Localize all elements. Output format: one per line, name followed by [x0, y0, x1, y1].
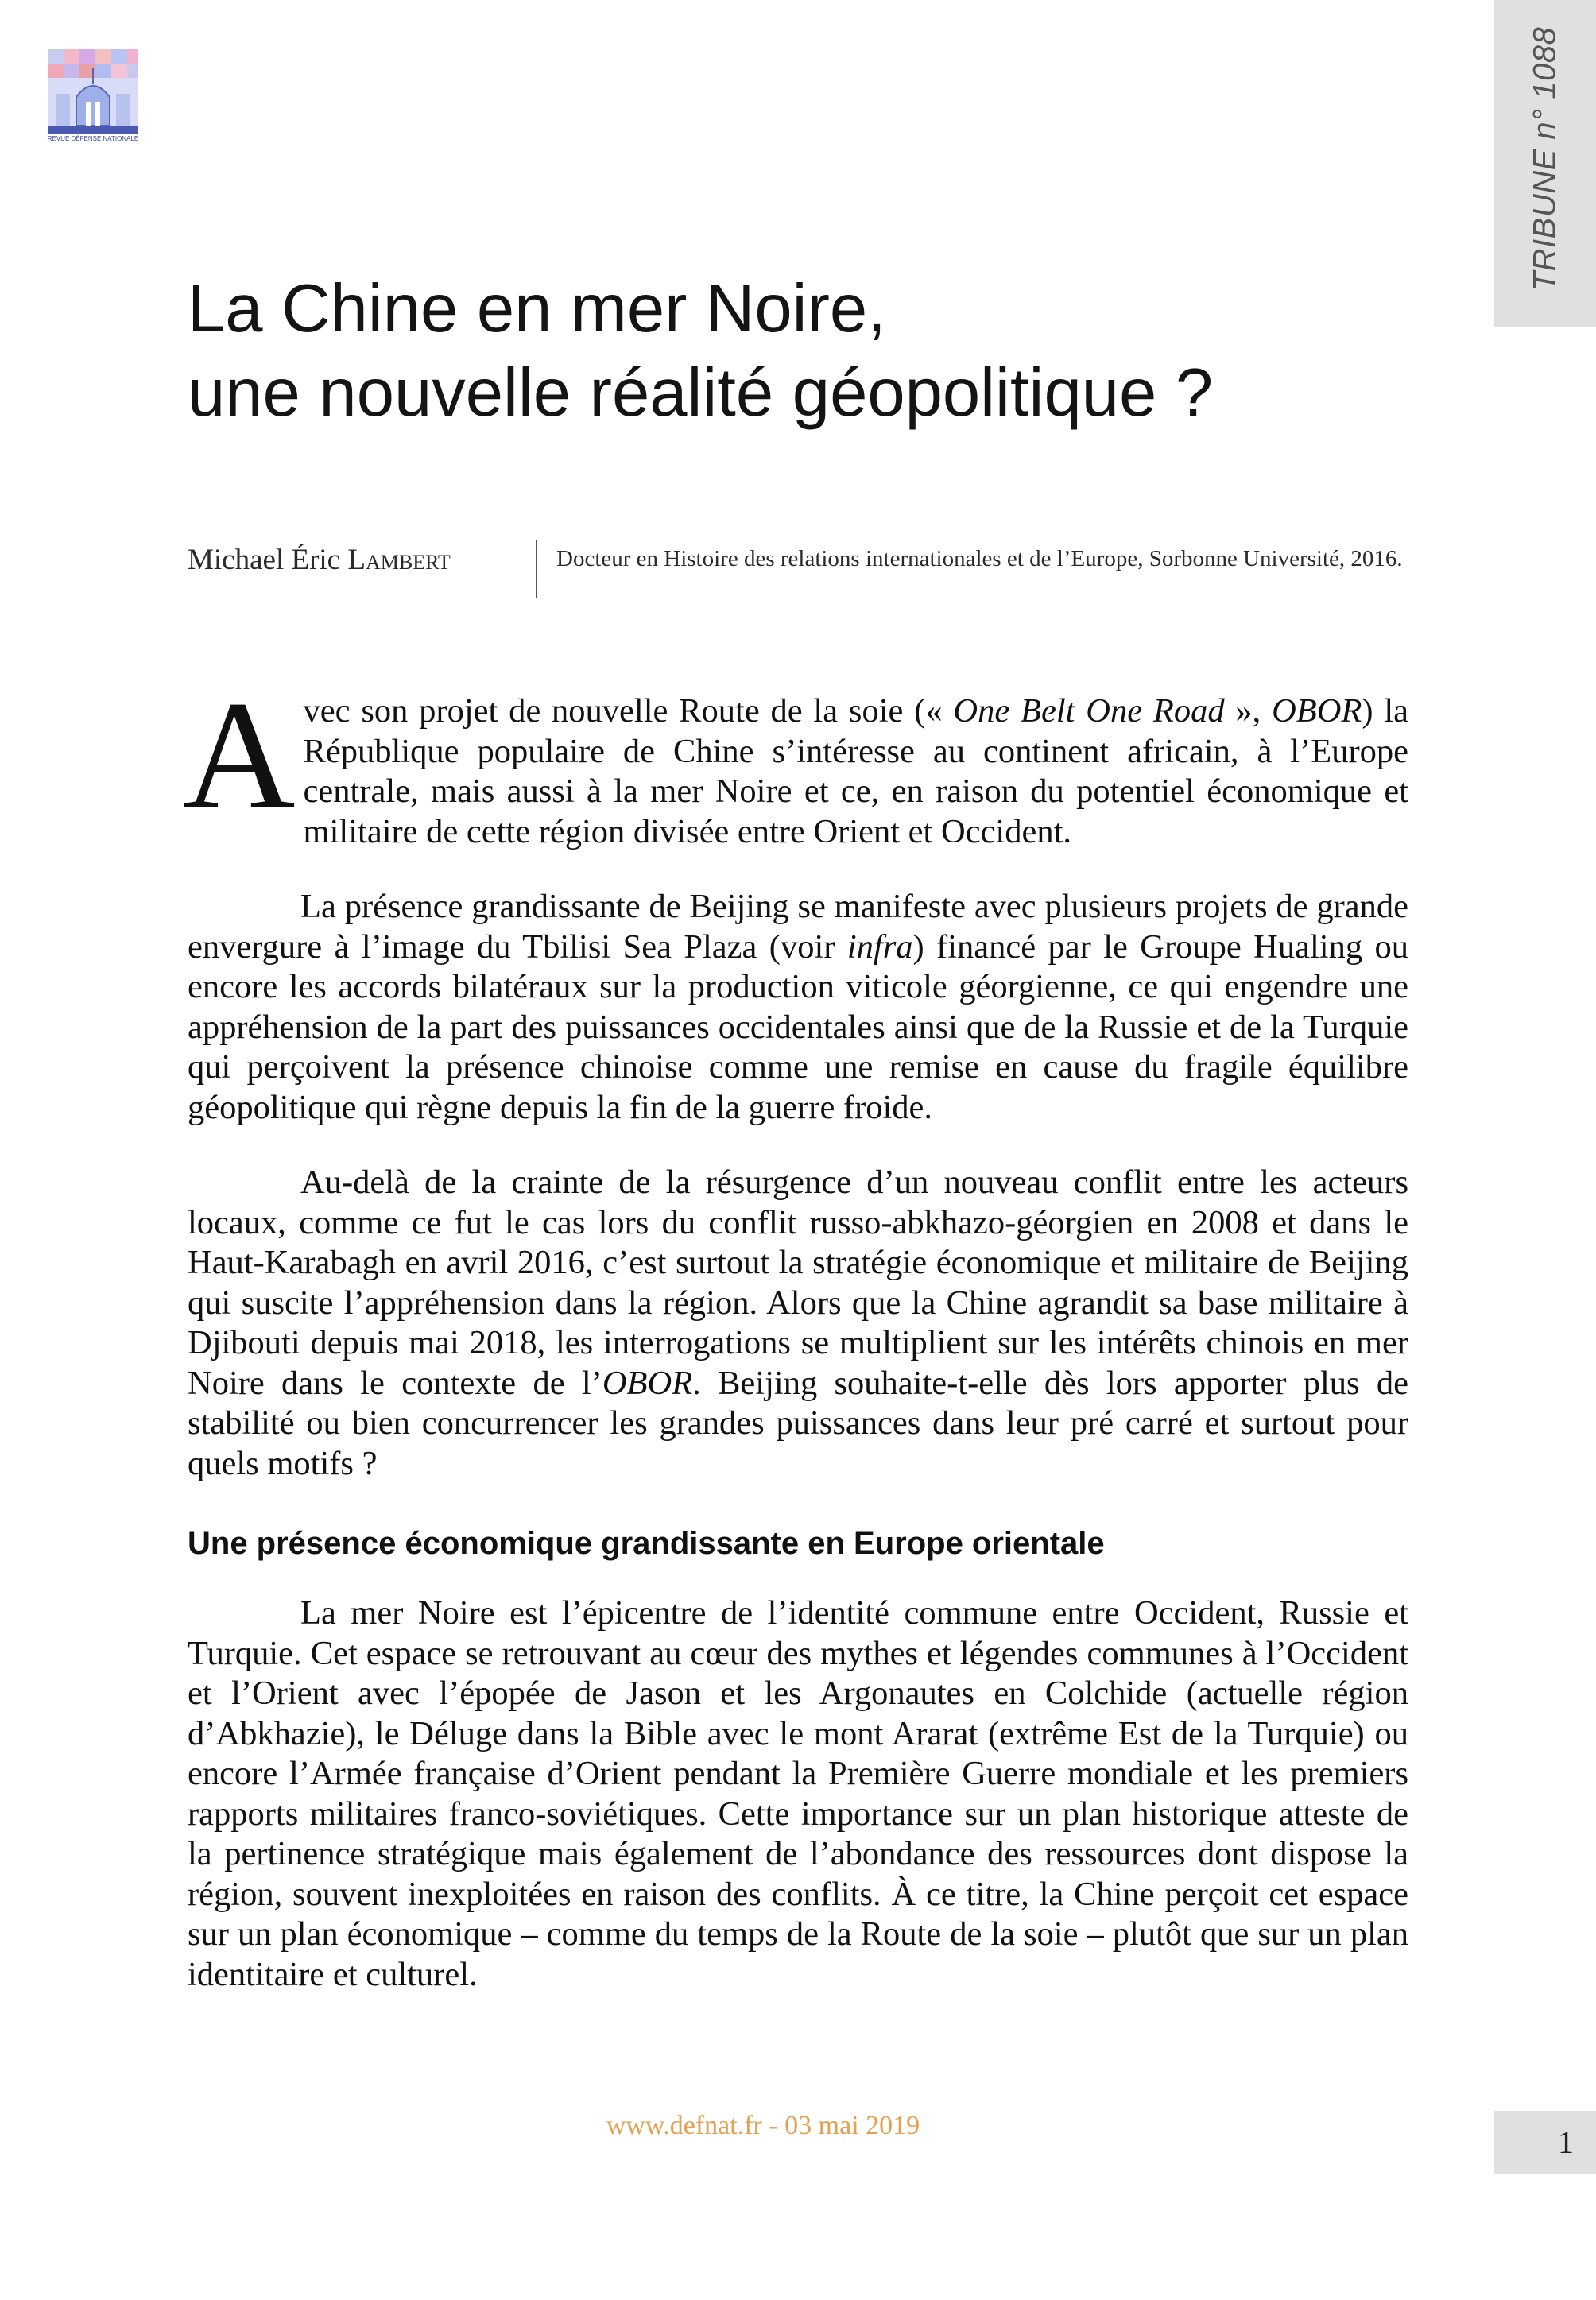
paragraph-1: [183, 669, 1409, 852]
section-heading: Une présence économique grandissante en Europe orientale: [188, 1526, 1105, 1561]
author-last-name: Lambert: [347, 544, 451, 576]
p1-text-2: »,: [1224, 692, 1273, 730]
paragraph-3: [188, 1163, 1408, 1484]
author-description: Docteur en Histoire des relations internationales et de l’Europe, Sorbonne Université, 2016.: [556, 546, 1403, 571]
page-number-tab: [1494, 2111, 1596, 2174]
p1-italic-2: OBOR: [1272, 692, 1362, 730]
p2-text-2: ) financé par le Groupe Hualing ou encore les accords bilatéraux sur la production viticole géorgienne, ce qui engendre une appréhension de la part des puissances occidentales ainsi que de la Russie et de la Turquie qui perçoivent la présence chinoise comme une remise en cause du fragile équilibre géopolitique qui règne depuis la fin de la guerre froide.: [188, 927, 1408, 1126]
footer-url-date: www.defnat.fr - 03 mai 2019: [606, 2111, 920, 2140]
author-first-name: Michael Éric: [188, 544, 341, 576]
p2-text-1: La présence grandissante de Beijing se manifeste avec plusieurs projets de grande envergure à l’image du Tbilisi Sea Plaza (voir: [188, 888, 1408, 966]
p3-text-1: Au-delà de la crainte de la résurgence d’un nouveau conflit entre les acteurs locaux, comme ce fut le cas lors du conflit russo-abkhazo-géorgien en 2008 et dans le Haut-Karabagh en avril 2016, c’est surtout la stratégie économique et militaire de Beijing qui suscite l’appréhension dans la région. Alors que la Chine agrandit sa base militaire à Djibouti depuis mai 2018, les interrogations se multiplient sur les intérêts chinois en mer Noire dans le contexte de l’: [188, 1164, 1408, 1402]
logo-caption: REVUE DÉFENSE NATIONALE: [47, 135, 139, 142]
p1-text-1: vec son projet de nouvelle Route de la soie («: [303, 692, 954, 730]
p1-text-3: ) la République populaire de Chine s’intéresse au continent africain, à l’Europe centrale, mais aussi à la mer Noire et ce, en raison du potentiel économique et militaire de cette région divisée entre Orient et Occident.: [303, 692, 1409, 850]
tribune-side-tab: [1494, 0, 1596, 327]
p3-italic-1: OBOR: [602, 1364, 693, 1402]
p3-text-2: . Beijing souhaite-t-elle dès lors apporter plus de stabilité ou bien concurrencer les grandes puissances dans leur pré carré et surtout pour quels motifs ?: [188, 1364, 1408, 1482]
author-name: [188, 543, 521, 578]
title-line-1: La Chine en mer Noire,: [188, 271, 886, 347]
paragraph-4: La mer Noire est l’épicentre de l’identité commune entre Occident, Russie et Turquie. Cet espace se retrouvant au cœur des mythes et légendes communes à l’Occident et l’Orient avec l’épopée de Jason et les Argonautes en Colchide (actuelle région d’Abkhazie), le Déluge dans la Bible avec le mont Ararat (extrême Est de la Turquie) ou encore l’Armée française d’Orient pendant la Première Guerre mondiale et les premiers rapports militaires franco-soviétiques. Cette importance sur un plan historique atteste de la pertinence stratégique mais également de l’abondance des ressources dont dispose la région, souvent inexploitées en raison des conflits. À ce titre, la Chine perçoit cet espace sur un plan économique – comme du temps de la Route de la soie – plutôt que sur un plan identitaire et culturel.: [188, 1594, 1408, 1993]
page-number: 1: [1558, 2124, 1574, 2160]
author-divider: [536, 540, 537, 598]
p1-italic-1: One Belt One Road: [953, 692, 1225, 730]
article-body: [183, 669, 1409, 2030]
article-title: [188, 267, 1475, 436]
tribune-label: TRIBUNE n° 1088: [1527, 26, 1563, 292]
revue-defense-nationale-logo: [45, 46, 141, 145]
paragraph-2: [188, 887, 1408, 1128]
title-line-2: une nouvelle réalité géopolitique ?: [188, 355, 1214, 431]
drop-cap: A: [183, 669, 296, 842]
p2-italic-1: infra: [846, 927, 913, 966]
